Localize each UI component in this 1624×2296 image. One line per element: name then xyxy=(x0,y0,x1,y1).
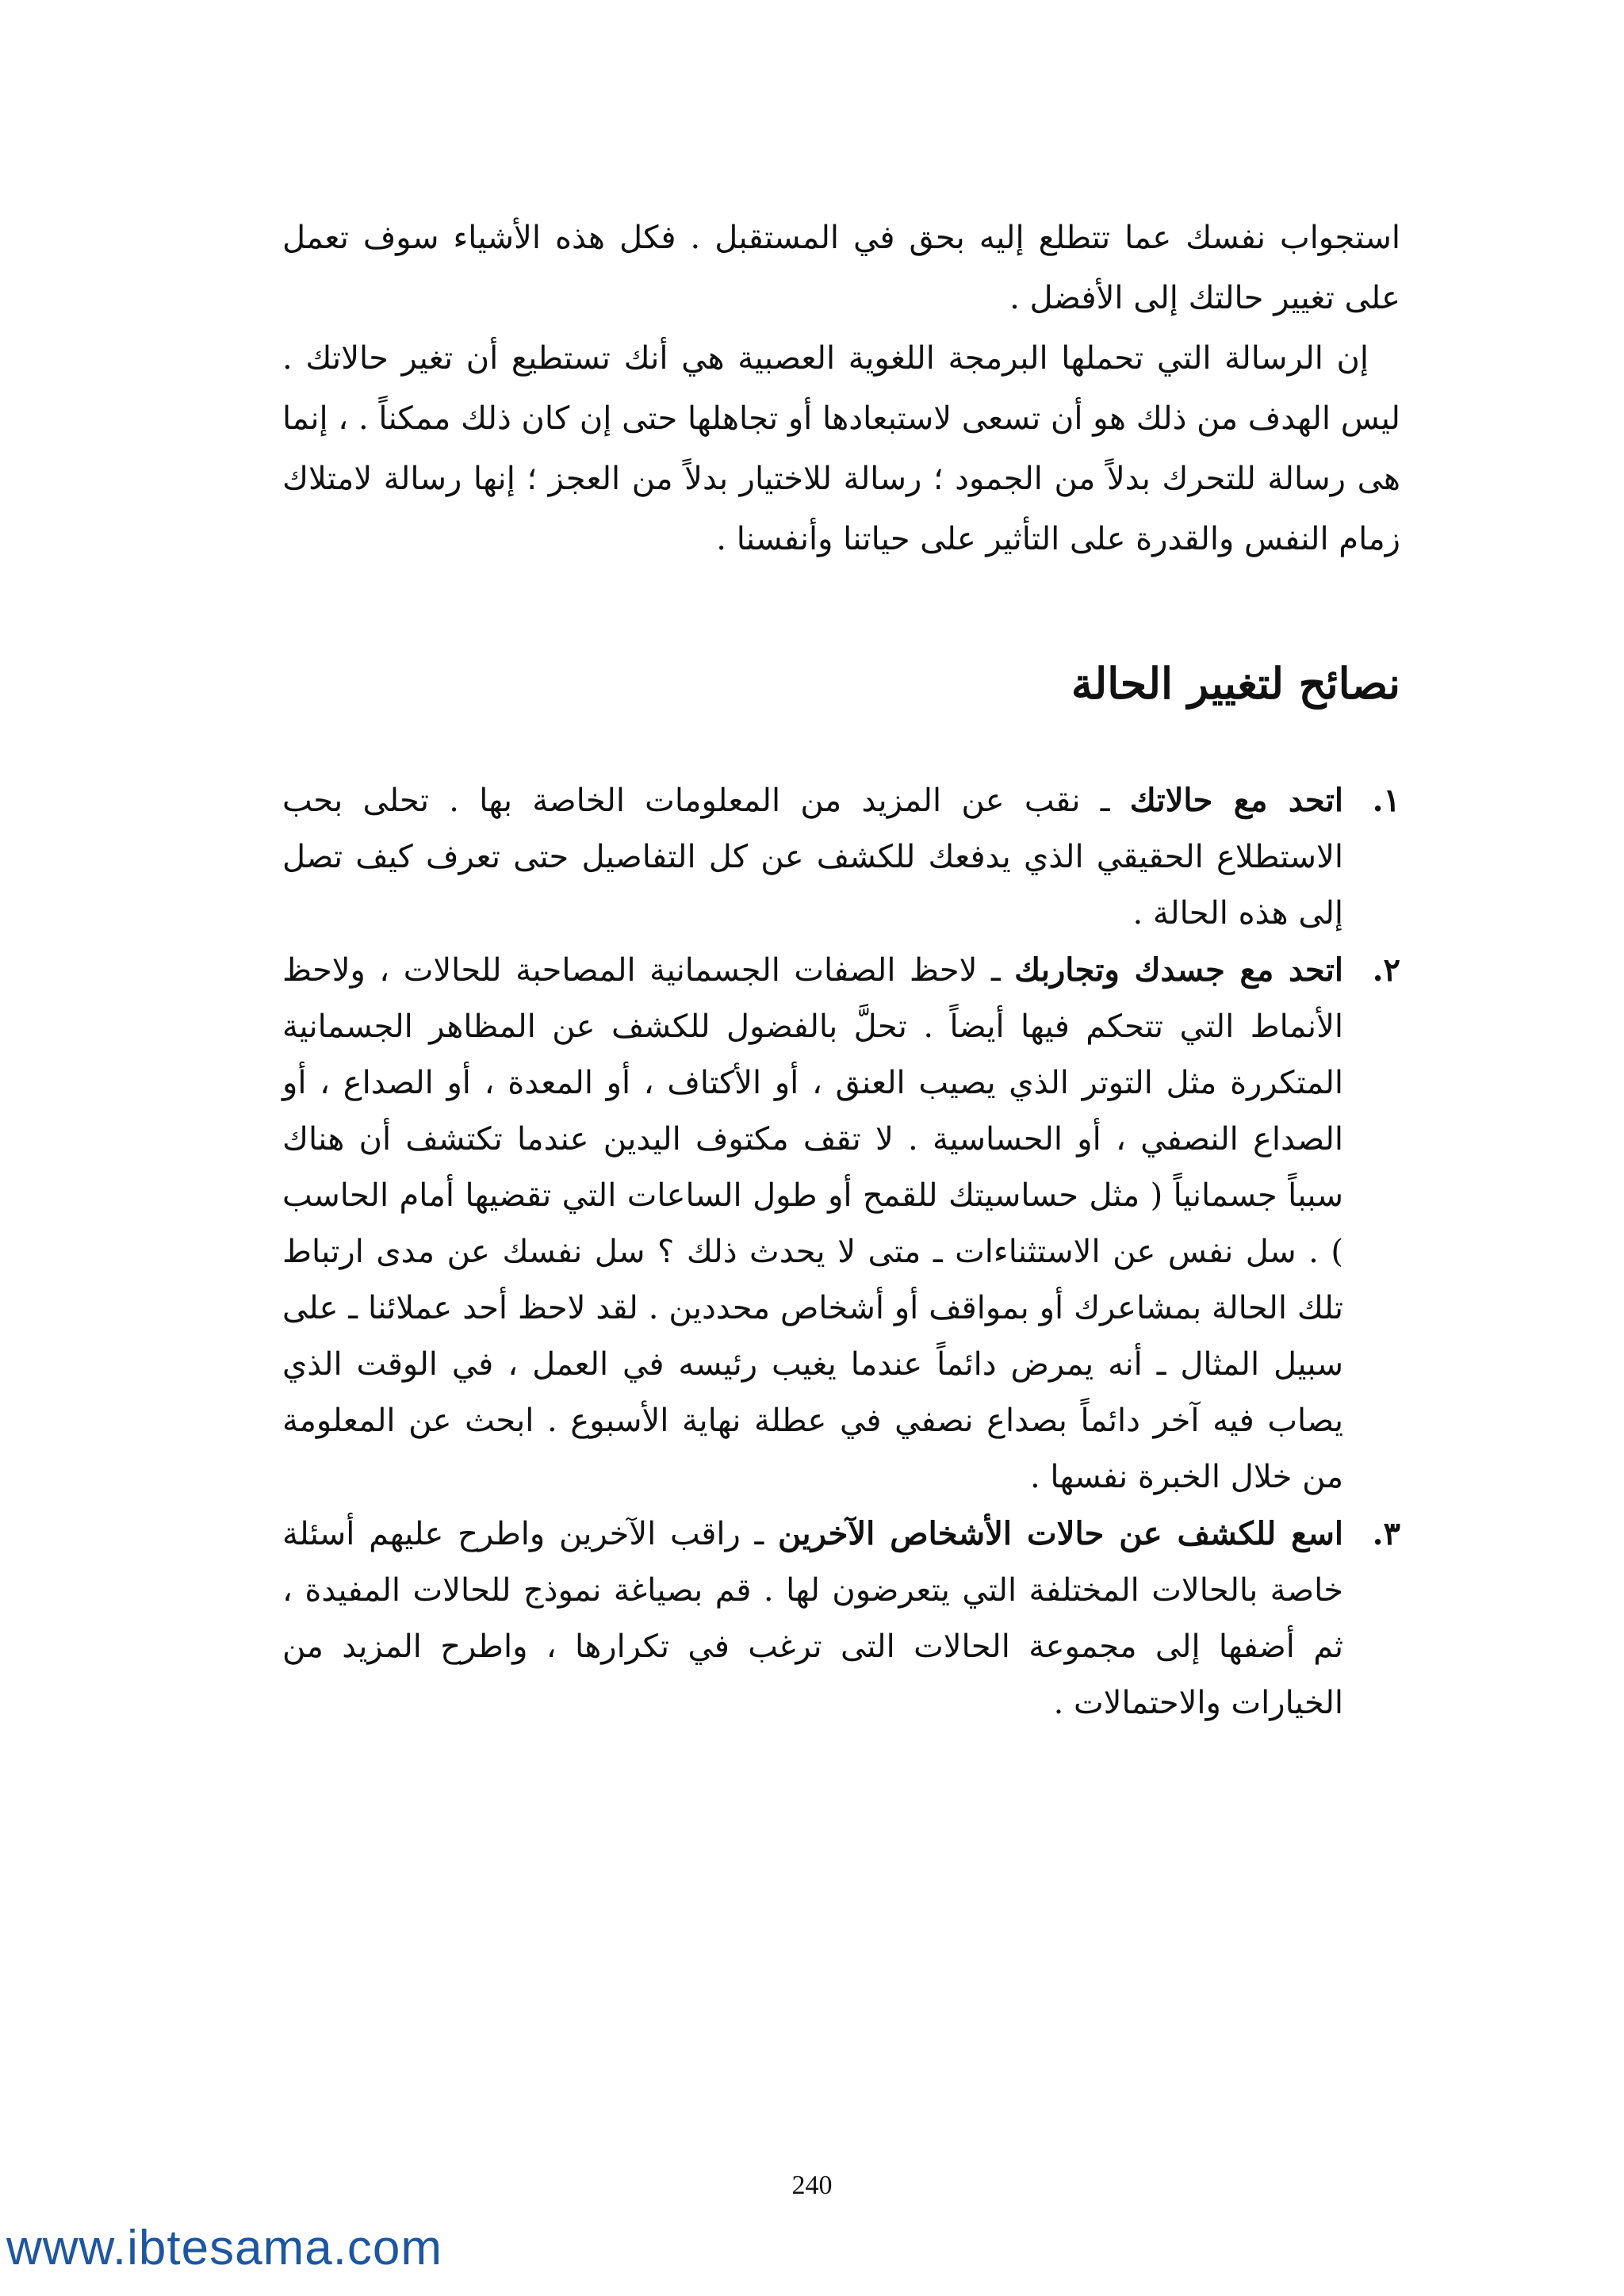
list-item xyxy=(282,942,1400,1506)
list-item-title: اسع للكشف عن حالات الأشخاص الآخرين xyxy=(777,1515,1344,1552)
section-heading: نصائح لتغيير الحالة xyxy=(1071,658,1400,709)
list-item-text: ـ راقب الآخرين واطرح عليهم أسئلة خاصة بالحالات المختلفة التي يتعرضون لها . قم بصياغة نموذج للحالات المفيدة ، ثم أضفها إلى مجموعة الحالات التى ترغب في تكرارها ، واطرح المزيد من الخيارات والاحتمالات . xyxy=(282,1516,1343,1721)
site-watermark: www.ibtesama.com xyxy=(6,2221,443,2275)
page-content xyxy=(282,208,1400,1732)
list-item-text: ـ نقب عن المزيد من المعلومات الخاصة بها . تحلى بحب الاستطلاع الحقيقي الذي يدفعك للكشف عن كل التفاصيل حتى تعرف كيف تصل إلى هذه الحالة . xyxy=(282,783,1343,932)
list-number: ١. xyxy=(1372,782,1400,819)
list-item-title: اتحد مع جسدك وتجاربك xyxy=(1014,951,1344,989)
list-item-title: اتحد مع حالاتك xyxy=(1129,782,1343,819)
list-number: ٣. xyxy=(1372,1515,1400,1552)
list-number: ٢. xyxy=(1372,951,1400,989)
list-item xyxy=(282,1506,1400,1732)
list-item xyxy=(282,772,1400,942)
intro-paragraph: استجواب نفسك عما تتطلع إليه بحق في المستقبل . فكل هذه الأشياء سوف تعمل على تغيير حالتك إلى الأفضل . xyxy=(282,220,1400,316)
page-number: 240 xyxy=(791,2171,833,2200)
list-item-text: ـ لاحظ الصفات الجسمانية المصاحبة للحالات ، ولاحظ الأنماط التي تتحكم فيها أيضاً . تحلَّ بالفضول للكشف عن المظاهر الجسمانية المتكررة مثل التوتر الذي يصيب العنق ، أو الأكتاف ، أو المعدة ، أو الصداع ، أو الصداع النصفي ، أو الحساسية . لا تقف مكتوف اليدين عندما تكتشف أن هناك سبباً جسمانياً ( مثل حساسيتك للقمح أو طول الساعات التي تقضيها أمام الحاسب ) . سل نفس عن الاستثناءات ـ متى لا يحدث ذلك ؟ سل نفسك عن مدى ارتباط تلك الحالة بمشاعرك أو بمواقف أو أشخاص محددين . لقد لاحظ أحد عملائنا ـ على سبيل المثال ـ أنه يمرض دائماً عندما يغيب رئيسه في العمل ، في الوقت الذي يصاب فيه آخر دائماً بصداع نصفي في عطلة نهاية الأسبوع . ابحث عن المعلومة من خلال الخبرة نفسها . xyxy=(282,952,1343,1495)
message-paragraph: إن الرسالة التي تحملها البرمجة اللغوية العصبية هي أنك تستطيع أن تغير حالاتك . ليس الهدف من ذلك هو أن تسعى لاستبعادها أو تجاهلها حتى إن كان ذلك ممكناً . ، إنما هى رسالة للتحرك بدلاً من الجمود ؛ رسالة للاختيار بدلاً من العجز ؛ إنها رسالة لامتلاك زمام النفس والقدرة على التأثير على حياتنا وأنفسنا . xyxy=(282,340,1400,557)
tips-list xyxy=(282,772,1400,1732)
